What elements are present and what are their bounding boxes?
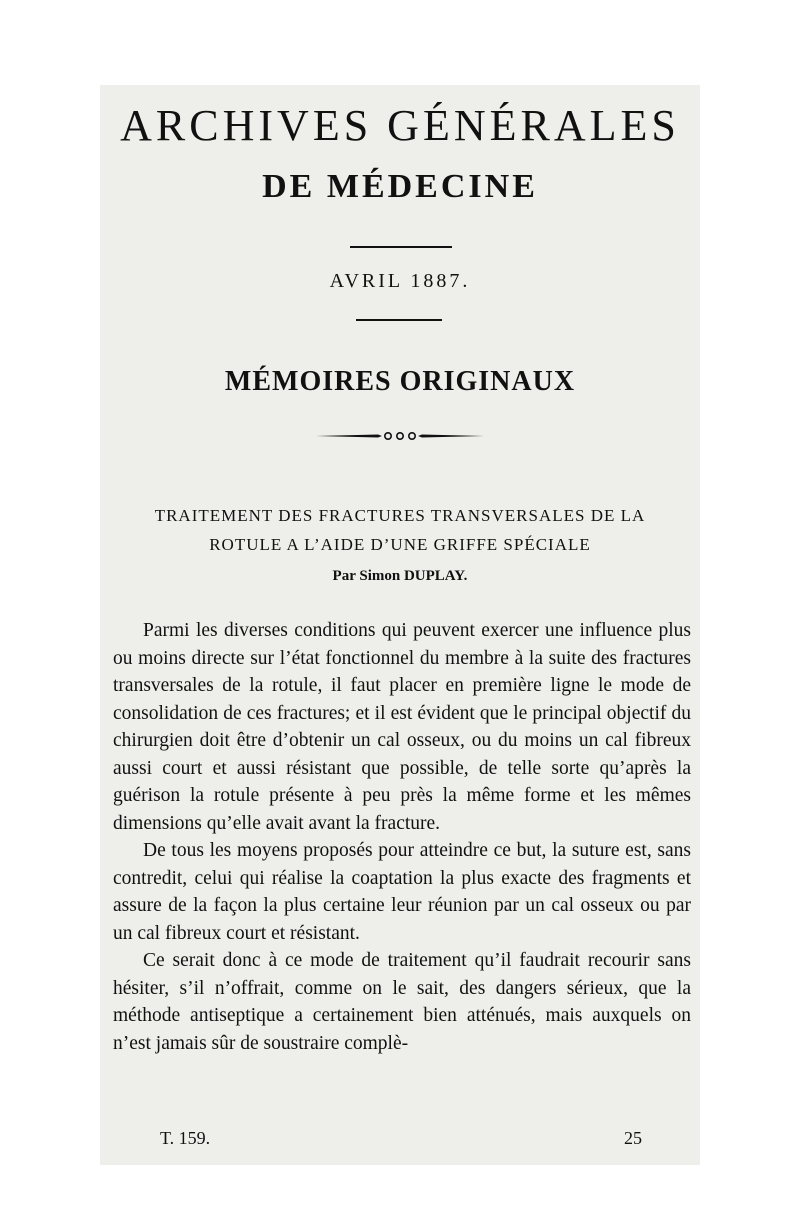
journal-subtitle: DE MÉDECINE bbox=[262, 168, 538, 205]
paragraph: De tous les moyens proposés pour atteindre ce but, la suture est, sans contredit, celui qui réalise la coaptation la plus exacte des fragments et assure de la façon la plus certaine leur réunion par un cal osseux ou par un cal fibreux court et résistant. bbox=[113, 840, 691, 944]
article-title-line2: ROTULE A L’AIDE D’UNE GRIFFE SPÉCIALE bbox=[209, 535, 591, 554]
article-author: Par Simon DUPLAY. bbox=[332, 568, 468, 584]
volume-label: T. 159. bbox=[160, 1128, 211, 1148]
divider-rule bbox=[350, 246, 452, 248]
section-heading: MÉMOIRES ORIGINAUX bbox=[224, 366, 576, 397]
article-title-line1: TRAITEMENT DES FRACTURES TRANSVERSALES DE LA bbox=[154, 506, 646, 525]
journal-title: ARCHIVES GÉNÉRALES bbox=[120, 101, 680, 150]
page-number: 25 bbox=[624, 1128, 642, 1148]
issue-date: AVRIL 1887. bbox=[329, 270, 471, 292]
ornament-divider bbox=[316, 429, 484, 443]
article-body bbox=[113, 617, 691, 1057]
paragraph: Parmi les diverses conditions qui peuvent exercer une influence plus ou moins directe sur l’état fonctionnel du membre à la suite des fractures transversales de la rotule, il faut placer en première ligne le mode de consolidation de ces fractures; et il est évident que le principal objectif du chirurgien doit être d’obtenir un cal osseux, ou du moins un cal fibreux aussi court et aussi résistant que possible, de telle sorte qu’après la guérison la rotule présente à peu près la même forme et les mêmes dimensions qu’elle avait avant la fracture. bbox=[113, 620, 691, 834]
divider-rule bbox=[356, 319, 442, 321]
paragraph: Ce serait donc à ce mode de traitement qu’il faudrait recourir sans hésiter, s’il n’offrait, comme on le sait, des dangers sérieux, que la méthode antiseptique a certainement bien atténués, mais auxquels on n’est jamais sûr de soustraire complè- bbox=[113, 950, 691, 1054]
